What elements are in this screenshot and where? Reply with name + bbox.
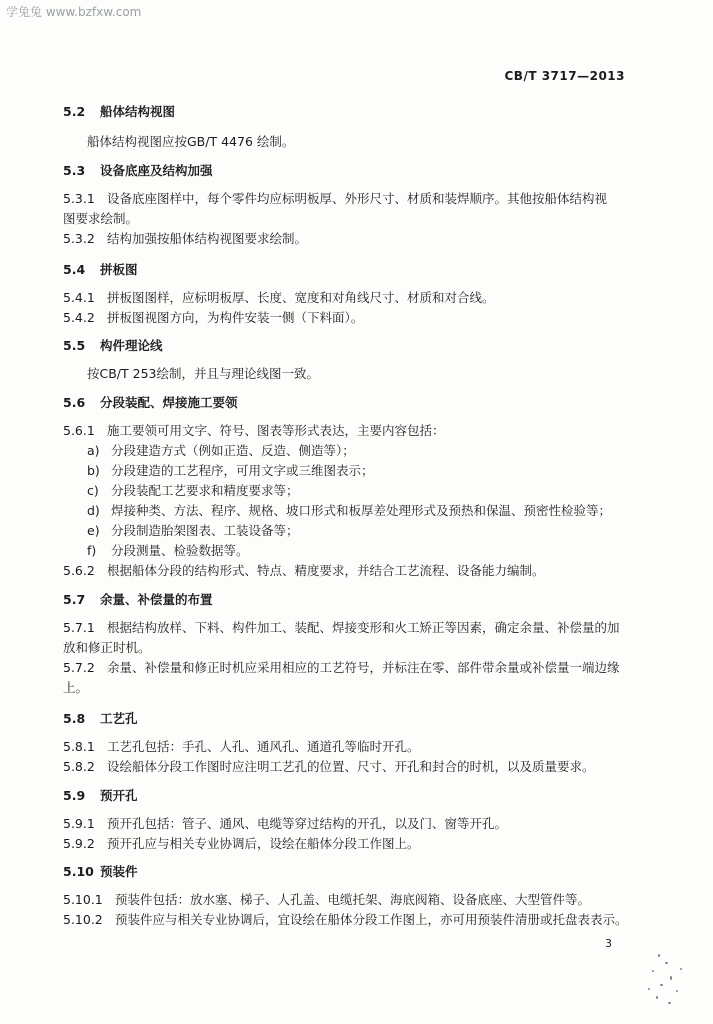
page-number: 3 bbox=[605, 937, 612, 950]
list-tag: e) bbox=[87, 523, 100, 538]
section-title: 设备底座及结构加强 bbox=[100, 163, 213, 178]
clause-text: 根据船体分段的结构形式、特点、精度要求，并结合工艺流程、设备能力编制。 bbox=[107, 563, 545, 578]
clause-continuation: 上。 bbox=[63, 680, 89, 695]
clause-text: 工艺孔包括：手孔、人孔、通风孔、通道孔等临时开孔。 bbox=[107, 739, 420, 754]
clause-number: 5.4.2 bbox=[63, 310, 95, 325]
standard-number: CB/T 3717—2013 bbox=[504, 69, 625, 83]
clause-number: 5.10.1 bbox=[63, 892, 103, 907]
clause-text: 结构加强按船体结构视图要求绘制。 bbox=[107, 231, 308, 246]
clause-5-3-2 bbox=[63, 229, 307, 247]
paragraph: 按CB/T 253绘制，并且与理论线图一致。 bbox=[87, 366, 319, 381]
list-text: 分段建造方式（例如正造、反造、侧造等）； bbox=[111, 443, 355, 458]
clause-number: 5.7.2 bbox=[63, 660, 95, 675]
heading-5-10 bbox=[63, 862, 138, 880]
list-tag: d) bbox=[87, 503, 100, 518]
clause-5-6-1 bbox=[63, 421, 445, 439]
list-text: 分段制造胎架图表、工装设备等； bbox=[111, 523, 299, 538]
section-number: 5.3 bbox=[63, 163, 86, 178]
section-title: 构件理论线 bbox=[100, 338, 163, 353]
clause-text: 根据结构放样、下料、构件加工、装配、焊接变形和火工矫正等因素，确定余量、补偿量的加 bbox=[107, 620, 620, 635]
clause-5-8-2 bbox=[63, 757, 595, 775]
list-tag: c) bbox=[87, 483, 99, 498]
list-tag: f) bbox=[87, 543, 97, 558]
clause-text: 预装件应与相关专业协调后，宜设绘在船体分段工作图上，亦可用预装件清册或托盘表表示。 bbox=[115, 912, 628, 927]
list-text: 分段建造的工艺程序，可用文字或三维图表示； bbox=[111, 463, 374, 478]
clause-5-10-2 bbox=[63, 910, 628, 928]
clause-5-10-1 bbox=[63, 890, 590, 908]
clause-text: 余量、补偿量和修正时机应采用相应的工艺符号，并标注在零、部件带余量或补偿量一端边缘 bbox=[107, 660, 620, 675]
paragraph: 船体结构视图应按GB/T 4476 绘制。 bbox=[87, 134, 295, 149]
clause-5-8-1 bbox=[63, 737, 420, 755]
clause-text: 拼板图视图方向，为构件安装一侧（下料面）。 bbox=[107, 310, 364, 325]
clause-5-4-1 bbox=[63, 288, 495, 306]
clause-5-3-1 bbox=[63, 189, 607, 207]
list-item bbox=[63, 521, 299, 539]
clause-continuation: 放和修正时机。 bbox=[63, 640, 151, 655]
list-item bbox=[63, 441, 355, 459]
list-text: 分段测量、检验数据等。 bbox=[111, 543, 249, 558]
section-number: 5.7 bbox=[63, 592, 86, 607]
clause-number: 5.7.1 bbox=[63, 620, 95, 635]
section-number: 5.8 bbox=[63, 711, 86, 726]
heading-5-7 bbox=[63, 590, 213, 608]
clause-number: 5.8.1 bbox=[63, 739, 95, 754]
section-title: 预开孔 bbox=[100, 788, 138, 803]
clause-5-7-1 bbox=[63, 618, 620, 636]
clause-number: 5.6.1 bbox=[63, 423, 95, 438]
list-item bbox=[63, 541, 249, 559]
heading-5-2 bbox=[63, 102, 175, 120]
list-item bbox=[63, 461, 374, 479]
list-text: 焊接种类、方法、程序、规格、坡口形式和板厚差处理形式及预热和保温、预密性检验等； bbox=[111, 503, 612, 518]
heading-5-9 bbox=[63, 786, 138, 804]
section-number: 5.5 bbox=[63, 338, 86, 353]
section-title: 分段装配、焊接施工要领 bbox=[100, 395, 238, 410]
clause-number: 5.9.1 bbox=[63, 816, 95, 831]
clause-5-7-2 bbox=[63, 658, 620, 676]
clause-number: 5.3.1 bbox=[63, 191, 95, 206]
heading-5-5 bbox=[63, 336, 163, 354]
section-title: 预装件 bbox=[100, 864, 138, 879]
section-number: 5.2 bbox=[63, 104, 86, 119]
section-title: 船体结构视图 bbox=[100, 104, 176, 119]
section-number: 5.10 bbox=[63, 864, 94, 879]
clause-number: 5.9.2 bbox=[63, 836, 95, 851]
clause-5-4-2 bbox=[63, 308, 363, 326]
section-title: 工艺孔 bbox=[100, 711, 138, 726]
clause-5-9-2 bbox=[63, 834, 420, 852]
list-item bbox=[63, 481, 299, 499]
section-title: 拼板图 bbox=[100, 262, 138, 277]
list-text: 分段装配工艺要求和精度要求等； bbox=[111, 483, 299, 498]
clause-5-9-1 bbox=[63, 814, 507, 832]
heading-5-4 bbox=[63, 260, 138, 278]
clause-continuation: 图要求绘制。 bbox=[63, 211, 139, 226]
section-number: 5.6 bbox=[63, 395, 86, 410]
list-item bbox=[63, 501, 611, 519]
clause-number: 5.10.2 bbox=[63, 912, 103, 927]
heading-5-3 bbox=[63, 161, 213, 179]
clause-text: 预开孔应与相关专业协调后，设绘在船体分段工作图上。 bbox=[107, 836, 420, 851]
section-title: 余量、补偿量的布置 bbox=[100, 592, 213, 607]
clause-number: 5.4.1 bbox=[63, 290, 95, 305]
clause-number: 5.8.2 bbox=[63, 759, 95, 774]
heading-5-6 bbox=[63, 393, 238, 411]
clause-text: 拼板图图样，应标明板厚、长度、宽度和对角线尺寸、材质和对合线。 bbox=[107, 290, 495, 305]
list-tag: a) bbox=[87, 443, 100, 458]
list-tag: b) bbox=[87, 463, 100, 478]
clause-text: 预装件包括：放水塞、梯子、人孔盖、电缆托架、海底阀箱、设备底座、大型管件等。 bbox=[115, 892, 591, 907]
clause-5-6-2 bbox=[63, 561, 545, 579]
clause-text: 施工要领可用文字、符号、图表等形式表达，主要内容包括： bbox=[107, 423, 445, 438]
scan-noise bbox=[640, 950, 690, 1010]
clause-text: 设备底座图样中，每个零件均应标明板厚、外形尺寸、材质和装焊顺序。其他按船体结构视 bbox=[107, 191, 608, 206]
section-number: 5.9 bbox=[63, 788, 86, 803]
clause-text: 预开孔包括：管子、通风、电缆等穿过结构的开孔，以及门、窗等开孔。 bbox=[107, 816, 508, 831]
watermark: 学兔兔 www.bzfxw.com bbox=[6, 5, 142, 19]
heading-5-8 bbox=[63, 709, 138, 727]
section-number: 5.4 bbox=[63, 262, 86, 277]
clause-number: 5.6.2 bbox=[63, 563, 95, 578]
clause-number: 5.3.2 bbox=[63, 231, 95, 246]
clause-text: 设绘船体分段工作图时应注明工艺孔的位置、尺寸、开孔和封合的时机，以及质量要求。 bbox=[107, 759, 595, 774]
